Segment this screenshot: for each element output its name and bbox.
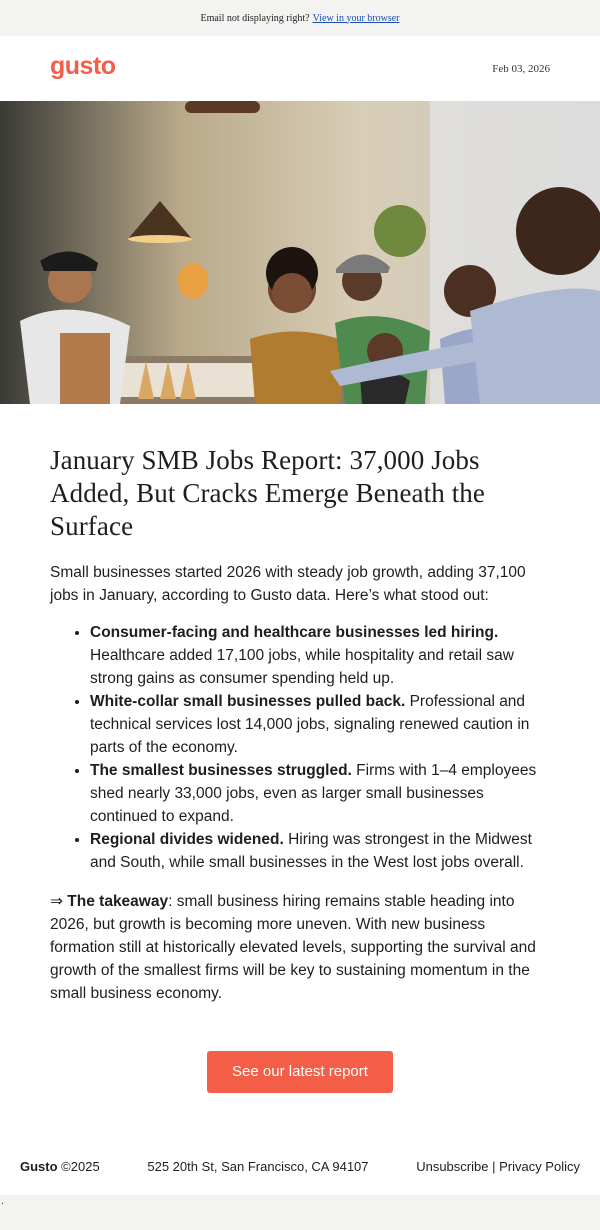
footer-brand [20,1159,100,1174]
see-latest-report-button[interactable]: See our latest report [207,1051,393,1093]
list-item [90,690,550,759]
view-in-browser-link[interactable]: View in your browser [312,12,400,24]
privacy-policy-link[interactable]: Privacy Policy [499,1158,580,1174]
highlights-list [50,621,550,874]
article-title: January SMB Jobs Report: 37,000 Jobs Added, But Cracks Emerge Beneath the Surface [50,445,485,541]
preheader [0,0,600,36]
email-footer [0,1137,600,1195]
takeaway-text: : small business hiring remains stable heading into 2026, but growth is becoming more uneven. With new business formation still at historically elevated levels, supporting the survival and growth of the smallest firms will be key to sustaining momentum in the small business economy. [50,893,536,1002]
footer-copyright: ©2025 [57,1158,100,1174]
email-date: Feb 03, 2026 [492,62,550,75]
unsubscribe-link[interactable]: Unsubscribe [416,1158,489,1174]
footer-separator: | [488,1158,500,1174]
footer-brand-name: Gusto [20,1158,58,1174]
gusto-logo[interactable]: gusto [50,52,116,80]
hero-image[interactable] [0,101,600,404]
bullet-heading: Consumer-facing and healthcare businesses led hiring. [90,624,499,641]
email-card [0,36,600,1195]
bullet-text: Firms with 1–4 employees shed nearly 33,000 jobs, even as larger small businesses continued to expand. [90,762,537,825]
bullet-heading: The smallest businesses struggled. [90,762,352,779]
article [0,404,600,1005]
arrow-icon: ⇒ [50,893,68,910]
bottom-spacer [0,1195,600,1230]
preheader-text: Email not displaying right? [200,12,310,24]
takeaway-heading: The takeaway [67,893,169,910]
takeaway-paragraph [50,890,550,1005]
cta-section [0,1005,600,1137]
footer-address: 525 20th St, San Francisco, CA 94107 [147,1158,369,1174]
list-item [90,759,550,828]
trailing-dot: . [1,1195,5,1207]
bullet-heading: Regional divides widened. [90,831,284,848]
bullet-text: Hiring was strongest in the Midwest and South, while small businesses in the West lost jobs overall. [90,831,532,871]
bullet-text: Professional and technical services lost 14,000 jobs, signaling renewed caution in parts of the economy. [90,693,530,756]
email-header [0,36,600,101]
article-intro: Small businesses started 2026 with steady job growth, adding 37,100 jobs in January, according to Gusto data. Here’s what stood out: [50,564,526,604]
list-item [90,621,550,690]
list-item [90,828,550,874]
footer-links [416,1159,580,1174]
bullet-heading: White-collar small businesses pulled back. [90,693,406,710]
bullet-text: Healthcare added 17,100 jobs, while hospitality and retail saw strong gains as consumer spending held up. [90,647,514,687]
